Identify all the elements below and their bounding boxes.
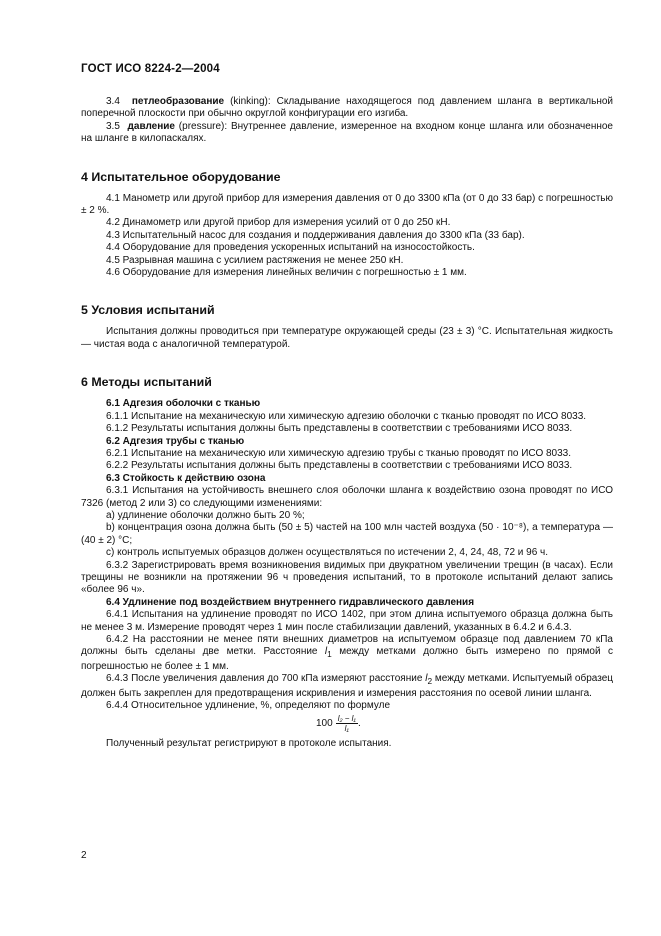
section-4-title: 4 Испытательное оборудование (81, 169, 281, 184)
elongation-formula (81, 712, 613, 738)
item-6-3-1-c: c) контроль испытуемых образцов должен осуществляться по истечении 2, 4, 24, 48, 72 и 96 ч. (106, 547, 549, 559)
definition-3-5: 3.5 давление (pressure): Внутреннее давление, измеренное на входном конце шланга или обозначенное на шланге в килопаскалях. (81, 120, 613, 145)
subsection-6-1-title: 6.1 Адгезия оболочки с тканью (106, 398, 261, 410)
item-6-3-2: 6.3.2 Зарегистрировать время возникновения видимых при двукратном увеличении трещин (в часах). Если трещины не возникли на протяжении 96 ч проведения испытаний, то в протоколе испытаний делают запись «более 96 ч». (81, 559, 613, 596)
item-6-2-1: 6.2.1 Испытание на механическую или химическую адгезию трубы с тканью проводят по ИСО 8033. (106, 447, 572, 459)
item-6-3-1: 6.3.1 Испытания на устойчивость внешнего слоя оболочки шланга к воздействию озона проводят по ИСО 7326 (метод 2 или 3) со следующими изменениями: (81, 485, 613, 509)
item-6-1-2: 6.1.2 Результаты испытания должны быть представлены в соответствии с требованиями ИСО 8033. (106, 423, 573, 435)
item-6-3-1-b: b) концентрация озона должна быть (50 ± 5) частей на 100 млн частей воздуха (50 · 10⁻⁸), а температура — (40 ± 2) °С; (81, 522, 613, 546)
item-6-4-result: Полученный результат регистрируют в протоколе испытания. (106, 738, 392, 750)
formula-denominator: l₁ (344, 724, 349, 734)
item-6-4-2: 6.4.2 На расстоянии не менее пяти внешних диаметров на испытуемом образце под давлением 70 кПа должны быть сделаны две метки. Расстояние $l_1$ между метками должно быть измерено по прямой с погрешностью не более ± 1 мм. (81, 634, 613, 672)
variable-l2: l (425, 673, 428, 685)
subsection-6-4-title: 6.4 Удлинение под воздействием внутреннего гидравлического давления (106, 596, 475, 608)
section-5-title: 5 Условия испытаний (81, 303, 215, 318)
term-kinking: петлеобразование (131, 96, 225, 107)
subsection-6-3-title: 6.3 Стойкость к действию озона (106, 472, 266, 484)
item-6-4-4: 6.4.4 Относительное удлинение, %, определяют по формуле (106, 700, 390, 712)
item-4-2: 4.2 Динамометр или другой прибор для измерения усилий от 0 до 250 кН. (106, 217, 451, 229)
formula-coefficient: 100 (316, 717, 333, 729)
document-header: ГОСТ ИСО 8224-2—2004 (81, 63, 220, 75)
formula-end: . (357, 717, 361, 729)
section-5-text: Испытания должны проводиться при температуре окружающей среды (23 ± 3) °С. Испытательная жидкость — чистая вода с аналогичной температурой. (81, 326, 613, 350)
item-6-4-3: 6.4.3 После увеличения давления до 700 кПа измеряют расстояние $l_2$ между метками. Испытуемый образец должен быть закреплен для предотвращения искривления и измерения расстояния по осевой линии шланга. (81, 673, 613, 699)
item-6-4-1: 6.4.1 Испытания на удлинение проводят по ИСО 1402, при этом длина испытуемого образца должна быть не менее 3 м. Измерение проводят через 1 мин после стабилизации давлений, указанных в 6.4.2 и 6.4.3. (81, 609, 613, 633)
item-4-4: 4.4 Оборудование для проведения ускоренных испытаний на износостойкость. (106, 242, 475, 254)
variable-l1: l (324, 646, 328, 658)
item-6-1-1: 6.1.1 Испытание на механическую или химическую адгезию оболочки с тканью проводят по ИСО 8033. (106, 410, 587, 422)
section-6-title: 6 Методы испытаний (81, 375, 212, 390)
page-number: 2 (81, 850, 87, 861)
subsection-6-2-title: 6.2 Адгезия трубы с тканью (106, 435, 245, 447)
definition-3-4: 3.4 петлеобразование (kinking): Складывание находящегося под давлением шланга в вертикальной поперечной плоскости при обычно округлой конфигурации его изгиба. (81, 96, 613, 120)
item-4-3: 4.3 Испытательный насос для создания и поддерживания давления до 3300 кПа (33 бар). (106, 229, 525, 241)
item-4-1: 4.1 Манометр или другой прибор для измерения давления от 0 до 3300 кПа (от 0 до 33 бар) с погрешностью ± 2 %. (81, 192, 613, 217)
document-body (81, 96, 613, 751)
item-4-5: 4.5 Разрывная машина с усилием растяжения не менее 250 кН. (106, 254, 404, 266)
term-pressure: давление (127, 120, 175, 132)
item-6-2-2: 6.2.2 Результаты испытания должны быть представлены в соответствии с требованиями ИСО 8033. (106, 460, 573, 472)
item-4-6: 4.6 Оборудование для измерения линейных величин с погрешностью ± 1 мм. (106, 267, 467, 279)
formula-numerator: l₂ − l₁ (337, 714, 356, 724)
item-6-3-1-a: a) удлинение оболочки должно быть 20 %; (106, 509, 305, 521)
formula-fraction (336, 714, 358, 733)
